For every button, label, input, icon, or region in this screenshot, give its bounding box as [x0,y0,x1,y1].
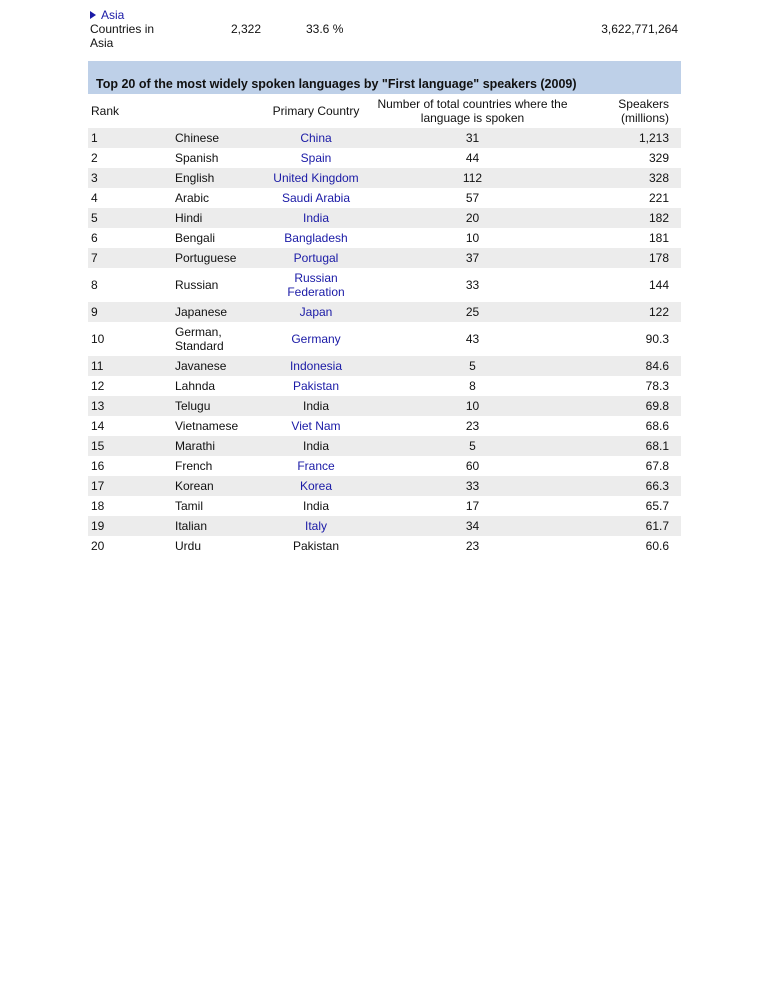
rank-cell: 14 [91,419,105,433]
rank-cell: 3 [91,171,98,185]
language-cell: Urdu [175,539,202,553]
language-cell: Lahnda [175,379,216,393]
country-link[interactable]: Viet Nam [291,419,341,433]
rank-cell: 19 [91,519,105,533]
table-header-row [88,94,681,128]
table-row [88,128,681,148]
rank-cell: 2 [91,151,98,165]
country-link[interactable]: China [300,131,332,145]
countries-count-cell: 10 [465,399,480,413]
countries-count-cell: 37 [465,251,480,265]
rank-cell: 5 [91,211,98,225]
table-row [88,148,681,168]
speakers-cell: 68.1 [645,439,669,453]
table-row [88,536,681,556]
table-row [88,456,681,476]
language-cell: Japanese [175,305,228,319]
speakers-cell: 144 [648,278,669,292]
countries-count-cell: 112 [462,171,483,185]
countries-count-cell: 25 [465,305,480,319]
speakers-cell: 181 [648,231,669,245]
rank-cell: 16 [91,459,105,473]
table-row [88,208,681,228]
rank-cell: 6 [91,231,98,245]
speakers-cell: 69.8 [645,399,669,413]
language-cell: Tamil [175,499,204,513]
speakers-cell: 90.3 [645,332,669,346]
country-link[interactable]: Korea [299,479,333,493]
expand-triangle-icon[interactable] [90,11,96,19]
speakers-cell: 61.7 [645,519,669,533]
region-percent: 33.6 % [306,22,344,36]
country-cell: India [302,399,330,413]
table-row [88,322,681,356]
country-link[interactable]: Russian Federation [287,271,345,299]
table-row [88,436,681,456]
table-row [88,396,681,416]
countries-count-cell: 5 [469,359,476,373]
speakers-cell: 68.6 [645,419,669,433]
table-body [88,128,681,556]
country-cell: Pakistan [292,539,340,553]
country-link[interactable]: Japan [299,305,333,319]
country-link[interactable]: India [302,211,330,225]
language-cell: Javanese [175,359,227,373]
rank-cell: 20 [91,539,105,553]
speakers-cell: 328 [648,171,669,185]
countries-count-cell: 60 [465,459,480,473]
speakers-cell: 329 [648,151,669,165]
countries-count-cell: 20 [465,211,480,225]
country-link[interactable]: Germany [291,332,341,346]
asia-expand-link[interactable] [90,8,124,22]
language-cell: Bengali [175,231,216,245]
table-row [88,228,681,248]
country-link[interactable]: Spain [300,151,332,165]
region-count: 2,322 [231,22,262,36]
countries-count-cell: 34 [465,519,480,533]
rank-cell: 4 [91,191,98,205]
rank-cell: 15 [91,439,105,453]
language-cell: Portuguese [175,251,237,265]
speakers-cell: 178 [648,251,669,265]
country-link[interactable]: Indonesia [289,359,343,373]
country-cell: India [302,499,330,513]
country-link[interactable]: France [297,459,335,473]
country-link[interactable]: United Kingdom [273,171,359,185]
countries-count-cell: 33 [465,278,480,292]
rank-cell: 7 [91,251,98,265]
asia-link-label[interactable]: Asia [101,8,125,22]
language-cell: Spanish [175,151,219,165]
table-row [88,496,681,516]
header-countries-count: Number of total countries where the language is spoken [377,97,568,125]
rank-cell: 17 [91,479,105,493]
countries-count-cell: 23 [465,419,480,433]
speakers-cell: 221 [648,191,669,205]
speakers-cell: 65.7 [645,499,669,513]
rank-cell: 11 [91,359,104,373]
rank-cell: 12 [91,379,105,393]
speakers-cell: 78.3 [645,379,669,393]
countries-count-cell: 33 [465,479,480,493]
language-cell: Vietnamese [175,419,239,433]
header-primary-country: Primary Country [272,104,360,118]
countries-count-cell: 43 [465,332,480,346]
speakers-cell: 122 [648,305,669,319]
table-row [88,516,681,536]
table-row [88,356,681,376]
country-link[interactable]: Saudi Arabia [281,191,351,205]
rank-cell: 13 [91,399,105,413]
countries-count-cell: 8 [469,379,476,393]
table-row [88,248,681,268]
table-row [88,268,681,302]
language-cell: Russian [175,278,219,292]
speakers-cell: 84.6 [645,359,669,373]
rank-cell: 10 [91,332,105,346]
table-row [88,376,681,396]
speakers-cell: 182 [648,211,669,225]
table-row [88,188,681,208]
language-cell: French [175,459,213,473]
countries-count-cell: 5 [469,439,476,453]
table-title: Top 20 of the most widely spoken languages by "First language" speakers (2009) [88,61,681,94]
region-summary-row [90,22,682,52]
region-label: Countries in Asia [90,22,155,50]
language-cell: English [175,171,215,185]
language-cell: Telugu [175,399,211,413]
rank-cell: 8 [91,278,98,292]
language-cell: German, Standard [175,325,224,353]
countries-count-cell: 10 [465,231,480,245]
language-cell: Italian [175,519,208,533]
countries-count-cell: 23 [465,539,480,553]
countries-count-cell: 31 [465,131,480,145]
header-speakers: Speakers (millions) [618,97,669,125]
rank-cell: 9 [91,305,98,319]
country-link[interactable]: Italy [304,519,327,533]
country-link[interactable]: Bangladesh [284,231,348,245]
countries-count-cell: 44 [465,151,480,165]
language-cell: Chinese [175,131,220,145]
countries-count-cell: 57 [465,191,480,205]
language-cell: Hindi [175,211,203,225]
region-population: 3,622,771,264 [601,22,678,36]
table-row [88,302,681,322]
header-rank: Rank [91,104,120,118]
rank-cell: 18 [91,499,105,513]
speakers-cell: 66.3 [645,479,669,493]
rank-cell: 1 [91,131,98,145]
country-link[interactable]: Pakistan [292,379,340,393]
table-row [88,168,681,188]
language-cell: Korean [175,479,214,493]
speakers-cell: 60.6 [645,539,669,553]
language-cell: Arabic [175,191,210,205]
country-link[interactable]: Portugal [293,251,339,265]
speakers-cell: 67.8 [645,459,669,473]
countries-count-cell: 17 [465,499,480,513]
languages-table [88,61,681,556]
country-cell: India [302,439,330,453]
speakers-cell: 1,213 [638,131,669,145]
table-row [88,476,681,496]
table-row [88,416,681,436]
region-summary [90,8,682,52]
language-cell: Marathi [175,439,216,453]
